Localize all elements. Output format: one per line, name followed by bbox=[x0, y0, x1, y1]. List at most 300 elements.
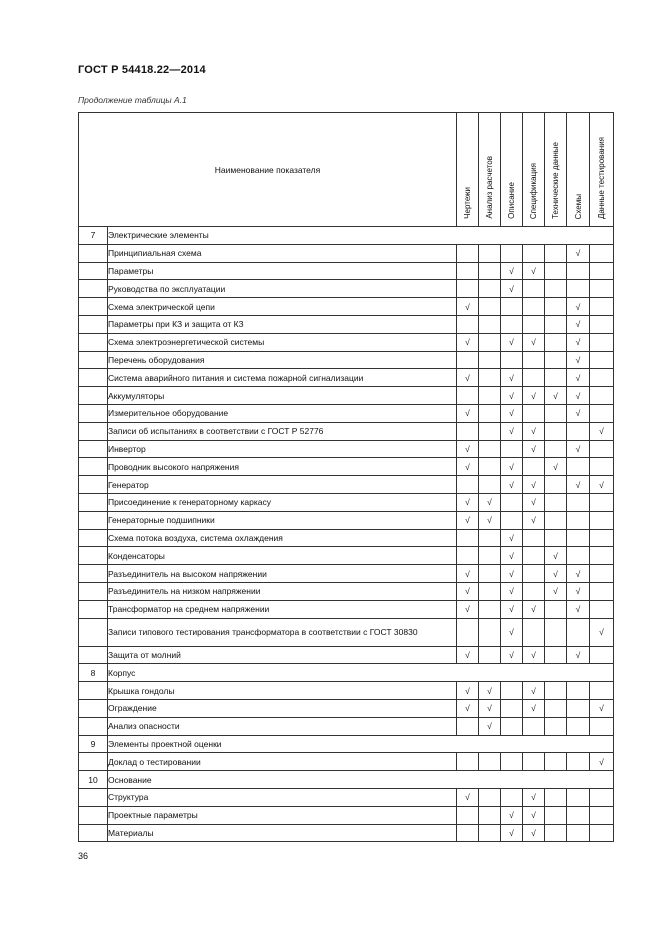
check-mark-cell: √ bbox=[457, 333, 479, 351]
empty-mark-cell bbox=[479, 333, 501, 351]
table-row bbox=[79, 476, 614, 494]
row-number-cell bbox=[79, 788, 108, 806]
row-number-cell bbox=[79, 493, 108, 511]
empty-mark-cell bbox=[457, 753, 479, 771]
empty-mark-cell bbox=[479, 440, 501, 458]
row-number-cell bbox=[79, 404, 108, 422]
empty-mark-cell bbox=[567, 618, 590, 646]
table-row bbox=[79, 547, 614, 565]
section-title: Электрические элементы bbox=[108, 227, 614, 245]
table-row bbox=[79, 280, 614, 298]
check-mark-cell: √ bbox=[567, 476, 590, 494]
check-mark-cell: √ bbox=[457, 298, 479, 316]
column-header-label: Данные тестирования bbox=[597, 136, 606, 219]
empty-mark-cell bbox=[567, 753, 590, 771]
check-mark-cell: √ bbox=[567, 582, 590, 600]
check-mark-cell: √ bbox=[501, 618, 523, 646]
empty-mark-cell bbox=[590, 682, 614, 700]
column-header-label: Анализ расчетов bbox=[485, 156, 494, 219]
empty-mark-cell bbox=[523, 351, 545, 369]
empty-mark-cell bbox=[523, 458, 545, 476]
table-row bbox=[79, 565, 614, 583]
check-mark-cell: √ bbox=[567, 298, 590, 316]
empty-mark-cell bbox=[479, 262, 501, 280]
empty-mark-cell bbox=[567, 280, 590, 298]
empty-mark-cell bbox=[590, 458, 614, 476]
check-mark-cell: √ bbox=[523, 511, 545, 529]
empty-mark-cell bbox=[567, 422, 590, 440]
column-header-schemes bbox=[567, 113, 590, 227]
indicator-name: Анализ опасности bbox=[108, 717, 457, 735]
check-mark-cell: √ bbox=[567, 646, 590, 664]
empty-mark-cell bbox=[523, 315, 545, 333]
empty-mark-cell bbox=[590, 565, 614, 583]
table-row bbox=[79, 262, 614, 280]
empty-mark-cell bbox=[590, 387, 614, 405]
empty-mark-cell bbox=[523, 280, 545, 298]
check-mark-cell: √ bbox=[523, 333, 545, 351]
empty-mark-cell bbox=[545, 244, 567, 262]
indicator-name: Записи об испытаниях в соответствии с ГОСТ Р 52776 bbox=[108, 422, 457, 440]
empty-mark-cell bbox=[501, 315, 523, 333]
row-number-cell bbox=[79, 824, 108, 842]
check-mark-cell: √ bbox=[457, 493, 479, 511]
check-mark-cell: √ bbox=[523, 699, 545, 717]
check-mark-cell: √ bbox=[501, 824, 523, 842]
empty-mark-cell bbox=[457, 547, 479, 565]
document-header: ГОСТ Р 54418.22—2014 bbox=[78, 64, 206, 76]
section-title: Корпус bbox=[108, 664, 614, 682]
check-mark-cell: √ bbox=[523, 682, 545, 700]
check-mark-cell: √ bbox=[501, 458, 523, 476]
column-header-label: Спецификация bbox=[529, 162, 538, 219]
table-section-row bbox=[79, 735, 614, 753]
section-number: 10 bbox=[79, 771, 108, 789]
row-number-cell bbox=[79, 806, 108, 824]
check-mark-cell: √ bbox=[501, 404, 523, 422]
check-mark-cell: √ bbox=[590, 476, 614, 494]
empty-mark-cell bbox=[545, 529, 567, 547]
table-row bbox=[79, 788, 614, 806]
indicator-name: Трансформатор на среднем напряжении bbox=[108, 600, 457, 618]
empty-mark-cell bbox=[545, 600, 567, 618]
check-mark-cell: √ bbox=[501, 280, 523, 298]
table-row bbox=[79, 529, 614, 547]
empty-mark-cell bbox=[523, 618, 545, 646]
indicator-name: Схема электрической цепи bbox=[108, 298, 457, 316]
empty-mark-cell bbox=[523, 298, 545, 316]
empty-mark-cell bbox=[479, 547, 501, 565]
section-number: 8 bbox=[79, 664, 108, 682]
empty-mark-cell bbox=[523, 565, 545, 583]
section-title: Элементы проектной оценки bbox=[108, 735, 614, 753]
check-mark-cell: √ bbox=[479, 699, 501, 717]
check-mark-cell: √ bbox=[501, 582, 523, 600]
table-row bbox=[79, 298, 614, 316]
indicator-name: Проводник высокого напряжения bbox=[108, 458, 457, 476]
check-mark-cell: √ bbox=[501, 476, 523, 494]
empty-mark-cell bbox=[590, 511, 614, 529]
empty-mark-cell bbox=[479, 404, 501, 422]
row-number-cell bbox=[79, 699, 108, 717]
empty-mark-cell bbox=[590, 351, 614, 369]
check-mark-cell: √ bbox=[457, 646, 479, 664]
check-mark-cell: √ bbox=[501, 369, 523, 387]
empty-mark-cell bbox=[501, 699, 523, 717]
empty-mark-cell bbox=[501, 682, 523, 700]
table-row bbox=[79, 440, 614, 458]
empty-mark-cell bbox=[590, 646, 614, 664]
empty-mark-cell bbox=[590, 440, 614, 458]
indicator-name: Крышка гондолы bbox=[108, 682, 457, 700]
indicator-name: Присоединение к генераторному каркасу bbox=[108, 493, 457, 511]
specification-table bbox=[78, 112, 614, 842]
empty-mark-cell bbox=[567, 511, 590, 529]
row-number-cell bbox=[79, 646, 108, 664]
empty-mark-cell bbox=[523, 529, 545, 547]
row-number-cell bbox=[79, 244, 108, 262]
empty-mark-cell bbox=[590, 547, 614, 565]
empty-mark-cell bbox=[457, 806, 479, 824]
column-header-calculations bbox=[479, 113, 501, 227]
check-mark-cell: √ bbox=[501, 422, 523, 440]
empty-mark-cell bbox=[479, 582, 501, 600]
row-number-cell bbox=[79, 458, 108, 476]
row-number-cell bbox=[79, 600, 108, 618]
empty-mark-cell bbox=[523, 753, 545, 771]
table-row bbox=[79, 244, 614, 262]
indicator-name: Схема потока воздуха, система охлаждения bbox=[108, 529, 457, 547]
check-mark-cell: √ bbox=[567, 315, 590, 333]
empty-mark-cell bbox=[523, 547, 545, 565]
empty-mark-cell bbox=[545, 262, 567, 280]
indicator-name: Генераторные подшипники bbox=[108, 511, 457, 529]
table-row bbox=[79, 824, 614, 842]
row-number-cell bbox=[79, 262, 108, 280]
row-number-cell bbox=[79, 618, 108, 646]
table-row bbox=[79, 682, 614, 700]
empty-mark-cell bbox=[545, 753, 567, 771]
indicator-name: Руководства по эксплуатации bbox=[108, 280, 457, 298]
check-mark-cell: √ bbox=[457, 788, 479, 806]
empty-mark-cell bbox=[545, 404, 567, 422]
row-number-cell bbox=[79, 369, 108, 387]
table-row bbox=[79, 333, 614, 351]
check-mark-cell: √ bbox=[567, 387, 590, 405]
check-mark-cell: √ bbox=[545, 582, 567, 600]
table-row bbox=[79, 369, 614, 387]
empty-mark-cell bbox=[523, 369, 545, 387]
indicator-name: Ограждение bbox=[108, 699, 457, 717]
row-number-cell bbox=[79, 351, 108, 369]
check-mark-cell: √ bbox=[523, 476, 545, 494]
check-mark-cell: √ bbox=[501, 547, 523, 565]
empty-mark-cell bbox=[567, 682, 590, 700]
empty-mark-cell bbox=[479, 387, 501, 405]
empty-mark-cell bbox=[457, 529, 479, 547]
indicator-name: Схема электроэнергетической системы bbox=[108, 333, 457, 351]
check-mark-cell: √ bbox=[567, 244, 590, 262]
check-mark-cell: √ bbox=[501, 529, 523, 547]
check-mark-cell: √ bbox=[457, 699, 479, 717]
table-section-row bbox=[79, 227, 614, 245]
empty-mark-cell bbox=[545, 280, 567, 298]
empty-mark-cell bbox=[457, 824, 479, 842]
empty-mark-cell bbox=[479, 565, 501, 583]
empty-mark-cell bbox=[457, 422, 479, 440]
section-number: 9 bbox=[79, 735, 108, 753]
empty-mark-cell bbox=[479, 618, 501, 646]
check-mark-cell: √ bbox=[457, 440, 479, 458]
indicator-name: Перечень оборудования bbox=[108, 351, 457, 369]
row-number-cell bbox=[79, 387, 108, 405]
column-header-description bbox=[501, 113, 523, 227]
column-header-technical-data bbox=[545, 113, 567, 227]
check-mark-cell: √ bbox=[501, 806, 523, 824]
check-mark-cell: √ bbox=[545, 387, 567, 405]
empty-mark-cell bbox=[479, 315, 501, 333]
empty-mark-cell bbox=[479, 646, 501, 664]
row-number-cell bbox=[79, 565, 108, 583]
table-row bbox=[79, 422, 614, 440]
empty-mark-cell bbox=[523, 717, 545, 735]
check-mark-cell: √ bbox=[567, 369, 590, 387]
check-mark-cell: √ bbox=[479, 717, 501, 735]
table-row bbox=[79, 404, 614, 422]
empty-mark-cell bbox=[479, 600, 501, 618]
table-row bbox=[79, 458, 614, 476]
indicator-name: Материалы bbox=[108, 824, 457, 842]
empty-mark-cell bbox=[545, 717, 567, 735]
empty-mark-cell bbox=[590, 369, 614, 387]
empty-mark-cell bbox=[567, 717, 590, 735]
check-mark-cell: √ bbox=[523, 422, 545, 440]
empty-mark-cell bbox=[545, 806, 567, 824]
empty-mark-cell bbox=[545, 682, 567, 700]
check-mark-cell: √ bbox=[590, 753, 614, 771]
check-mark-cell: √ bbox=[567, 440, 590, 458]
row-number-cell bbox=[79, 547, 108, 565]
empty-mark-cell bbox=[545, 699, 567, 717]
column-header-label: Чертежи bbox=[463, 187, 472, 219]
column-header-specification bbox=[523, 113, 545, 227]
empty-mark-cell bbox=[545, 369, 567, 387]
empty-mark-cell bbox=[479, 458, 501, 476]
empty-mark-cell bbox=[590, 280, 614, 298]
empty-mark-cell bbox=[545, 511, 567, 529]
row-number-cell bbox=[79, 280, 108, 298]
empty-mark-cell bbox=[457, 262, 479, 280]
check-mark-cell: √ bbox=[545, 565, 567, 583]
empty-mark-cell bbox=[590, 806, 614, 824]
indicator-name: Записи типового тестирования трансформатора в соответствии с ГОСТ 30830 bbox=[108, 618, 457, 646]
check-mark-cell: √ bbox=[479, 511, 501, 529]
row-number-cell bbox=[79, 422, 108, 440]
empty-mark-cell bbox=[479, 244, 501, 262]
empty-mark-cell bbox=[567, 788, 590, 806]
check-mark-cell: √ bbox=[523, 493, 545, 511]
empty-mark-cell bbox=[590, 824, 614, 842]
section-title: Основание bbox=[108, 771, 614, 789]
check-mark-cell: √ bbox=[479, 682, 501, 700]
empty-mark-cell bbox=[479, 298, 501, 316]
check-mark-cell: √ bbox=[501, 333, 523, 351]
row-number-cell bbox=[79, 476, 108, 494]
table-row bbox=[79, 753, 614, 771]
indicator-name: Параметры bbox=[108, 262, 457, 280]
row-number-cell bbox=[79, 529, 108, 547]
empty-mark-cell bbox=[501, 351, 523, 369]
empty-mark-cell bbox=[545, 493, 567, 511]
empty-mark-cell bbox=[479, 369, 501, 387]
empty-mark-cell bbox=[479, 280, 501, 298]
empty-mark-cell bbox=[590, 315, 614, 333]
empty-mark-cell bbox=[590, 333, 614, 351]
indicator-name: Система аварийного питания и система пожарной сигнализации bbox=[108, 369, 457, 387]
row-number-cell bbox=[79, 333, 108, 351]
table-row bbox=[79, 493, 614, 511]
table-row bbox=[79, 582, 614, 600]
indicator-name: Параметры при КЗ и защита от КЗ bbox=[108, 315, 457, 333]
row-number-cell bbox=[79, 315, 108, 333]
empty-mark-cell bbox=[545, 422, 567, 440]
check-mark-cell: √ bbox=[457, 404, 479, 422]
empty-mark-cell bbox=[501, 440, 523, 458]
empty-mark-cell bbox=[545, 351, 567, 369]
empty-mark-cell bbox=[590, 493, 614, 511]
check-mark-cell: √ bbox=[523, 600, 545, 618]
indicator-name: Конденсаторы bbox=[108, 547, 457, 565]
empty-mark-cell bbox=[523, 244, 545, 262]
row-number-cell bbox=[79, 298, 108, 316]
check-mark-cell: √ bbox=[457, 511, 479, 529]
table-row bbox=[79, 600, 614, 618]
check-mark-cell: √ bbox=[567, 404, 590, 422]
empty-mark-cell bbox=[545, 476, 567, 494]
check-mark-cell: √ bbox=[501, 262, 523, 280]
empty-mark-cell bbox=[545, 824, 567, 842]
table-section-row bbox=[79, 771, 614, 789]
check-mark-cell: √ bbox=[590, 699, 614, 717]
empty-mark-cell bbox=[457, 717, 479, 735]
table-row bbox=[79, 699, 614, 717]
indicator-name: Разъединитель на высоком напряжении bbox=[108, 565, 457, 583]
empty-mark-cell bbox=[457, 315, 479, 333]
empty-mark-cell bbox=[479, 476, 501, 494]
empty-mark-cell bbox=[501, 298, 523, 316]
check-mark-cell: √ bbox=[567, 600, 590, 618]
check-mark-cell: √ bbox=[523, 387, 545, 405]
check-mark-cell: √ bbox=[457, 565, 479, 583]
indicator-name: Проектные параметры bbox=[108, 806, 457, 824]
empty-mark-cell bbox=[590, 404, 614, 422]
check-mark-cell: √ bbox=[457, 682, 479, 700]
table-body bbox=[79, 227, 614, 842]
indicator-name: Измерительное оборудование bbox=[108, 404, 457, 422]
column-header-name: Наименование показателя bbox=[79, 113, 457, 227]
indicator-name: Структура bbox=[108, 788, 457, 806]
table-row bbox=[79, 806, 614, 824]
empty-mark-cell bbox=[590, 529, 614, 547]
empty-mark-cell bbox=[479, 422, 501, 440]
check-mark-cell: √ bbox=[501, 565, 523, 583]
table-row bbox=[79, 351, 614, 369]
empty-mark-cell bbox=[590, 717, 614, 735]
check-mark-cell: √ bbox=[457, 582, 479, 600]
empty-mark-cell bbox=[501, 493, 523, 511]
row-number-cell bbox=[79, 717, 108, 735]
empty-mark-cell bbox=[501, 788, 523, 806]
empty-mark-cell bbox=[479, 788, 501, 806]
empty-mark-cell bbox=[545, 618, 567, 646]
check-mark-cell: √ bbox=[523, 806, 545, 824]
empty-mark-cell bbox=[590, 262, 614, 280]
empty-mark-cell bbox=[479, 351, 501, 369]
empty-mark-cell bbox=[479, 824, 501, 842]
column-header-drawings bbox=[457, 113, 479, 227]
check-mark-cell: √ bbox=[457, 369, 479, 387]
empty-mark-cell bbox=[457, 351, 479, 369]
empty-mark-cell bbox=[479, 529, 501, 547]
indicator-name: Генератор bbox=[108, 476, 457, 494]
empty-mark-cell bbox=[567, 547, 590, 565]
empty-mark-cell bbox=[523, 582, 545, 600]
check-mark-cell: √ bbox=[523, 824, 545, 842]
empty-mark-cell bbox=[457, 618, 479, 646]
empty-mark-cell bbox=[457, 244, 479, 262]
indicator-name: Разъединитель на низком напряжении bbox=[108, 582, 457, 600]
empty-mark-cell bbox=[567, 529, 590, 547]
check-mark-cell: √ bbox=[590, 618, 614, 646]
empty-mark-cell bbox=[479, 753, 501, 771]
check-mark-cell: √ bbox=[501, 646, 523, 664]
empty-mark-cell bbox=[590, 582, 614, 600]
empty-mark-cell bbox=[545, 788, 567, 806]
row-number-cell bbox=[79, 440, 108, 458]
row-number-cell bbox=[79, 753, 108, 771]
empty-mark-cell bbox=[457, 387, 479, 405]
page-number: 36 bbox=[78, 851, 89, 861]
check-mark-cell: √ bbox=[501, 387, 523, 405]
table-section-row bbox=[79, 664, 614, 682]
column-header-label: Технические данные bbox=[551, 141, 560, 219]
empty-mark-cell bbox=[457, 280, 479, 298]
empty-mark-cell bbox=[567, 699, 590, 717]
table-caption: Продолжение таблицы А.1 bbox=[78, 95, 187, 105]
empty-mark-cell bbox=[590, 788, 614, 806]
check-mark-cell: √ bbox=[457, 600, 479, 618]
empty-mark-cell bbox=[590, 298, 614, 316]
empty-mark-cell bbox=[479, 806, 501, 824]
check-mark-cell: √ bbox=[523, 788, 545, 806]
check-mark-cell: √ bbox=[567, 333, 590, 351]
check-mark-cell: √ bbox=[523, 440, 545, 458]
indicator-name: Доклад о тестировании bbox=[108, 753, 457, 771]
check-mark-cell: √ bbox=[545, 458, 567, 476]
empty-mark-cell bbox=[567, 458, 590, 476]
table-header-row bbox=[79, 113, 614, 227]
indicator-name: Инвертор bbox=[108, 440, 457, 458]
check-mark-cell: √ bbox=[523, 646, 545, 664]
indicator-name: Аккумуляторы bbox=[108, 387, 457, 405]
empty-mark-cell bbox=[590, 244, 614, 262]
indicator-name: Принципиальная схема bbox=[108, 244, 457, 262]
empty-mark-cell bbox=[545, 333, 567, 351]
indicator-name: Защита от молний bbox=[108, 646, 457, 664]
empty-mark-cell bbox=[457, 476, 479, 494]
empty-mark-cell bbox=[501, 244, 523, 262]
empty-mark-cell bbox=[545, 315, 567, 333]
